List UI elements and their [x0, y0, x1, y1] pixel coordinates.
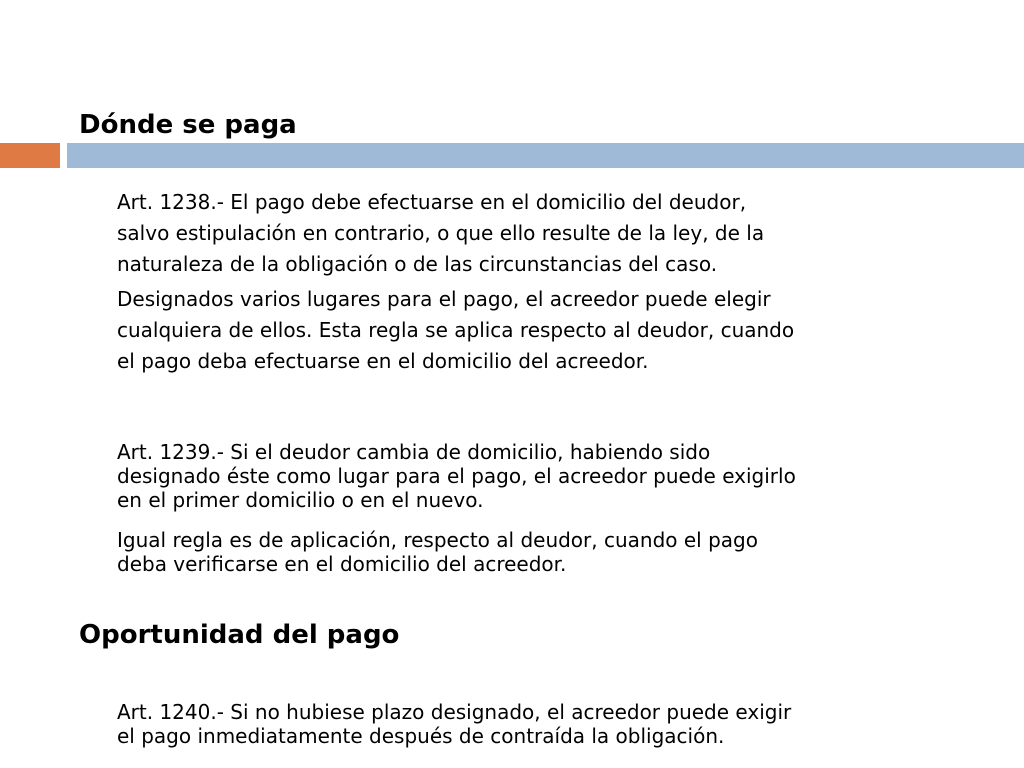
section-heading-oportunidad-del-pago: Oportunidad del pago	[79, 620, 400, 650]
section-heading-donde-se-paga: Dónde se paga	[79, 110, 297, 140]
accent-bar-blue	[67, 143, 1024, 168]
paragraph-line: Art. 1240.- Si no hubiese plazo designado, el acreedor puede exigir	[117, 700, 792, 724]
paragraph-line: Designados varios lugares para el pago, el acreedor puede elegir	[117, 287, 771, 311]
paragraph-art-1238	[117, 187, 764, 280]
paragraph-line: cualquiera de ellos. Esta regla se aplica respecto al deudor, cuando	[117, 318, 795, 342]
paragraph-line: el pago inmediatamente después de contraída la obligación.	[117, 724, 725, 748]
paragraph-art-1240	[117, 700, 791, 748]
paragraph-igual-regla	[117, 528, 758, 576]
paragraph-line: Art. 1238.- El pago debe efectuarse en el domicilio del deudor,	[117, 190, 747, 214]
paragraph-line: el pago deba efectuarse en el domicilio del acreedor.	[117, 349, 649, 373]
paragraph-varios-lugares	[117, 284, 794, 377]
paragraph-line: en el primer domicilio o en el nuevo.	[117, 488, 484, 512]
paragraph-line: salvo estipulación en contrario, o que ello resulte de la ley, de la	[117, 221, 765, 245]
accent-bar-orange	[0, 143, 60, 168]
paragraph-line: Art. 1239.- Si el deudor cambia de domicilio, habiendo sido	[117, 440, 711, 464]
paragraph-line: Igual regla es de aplicación, respecto al deudor, cuando el pago	[117, 528, 758, 552]
paragraph-line: designado éste como lugar para el pago, el acreedor puede exigirlo	[117, 464, 796, 488]
paragraph-line: naturaleza de la obligación o de las circunstancias del caso.	[117, 252, 718, 276]
paragraph-art-1239	[117, 440, 796, 512]
paragraph-line: deba verificarse en el domicilio del acreedor.	[117, 552, 567, 576]
